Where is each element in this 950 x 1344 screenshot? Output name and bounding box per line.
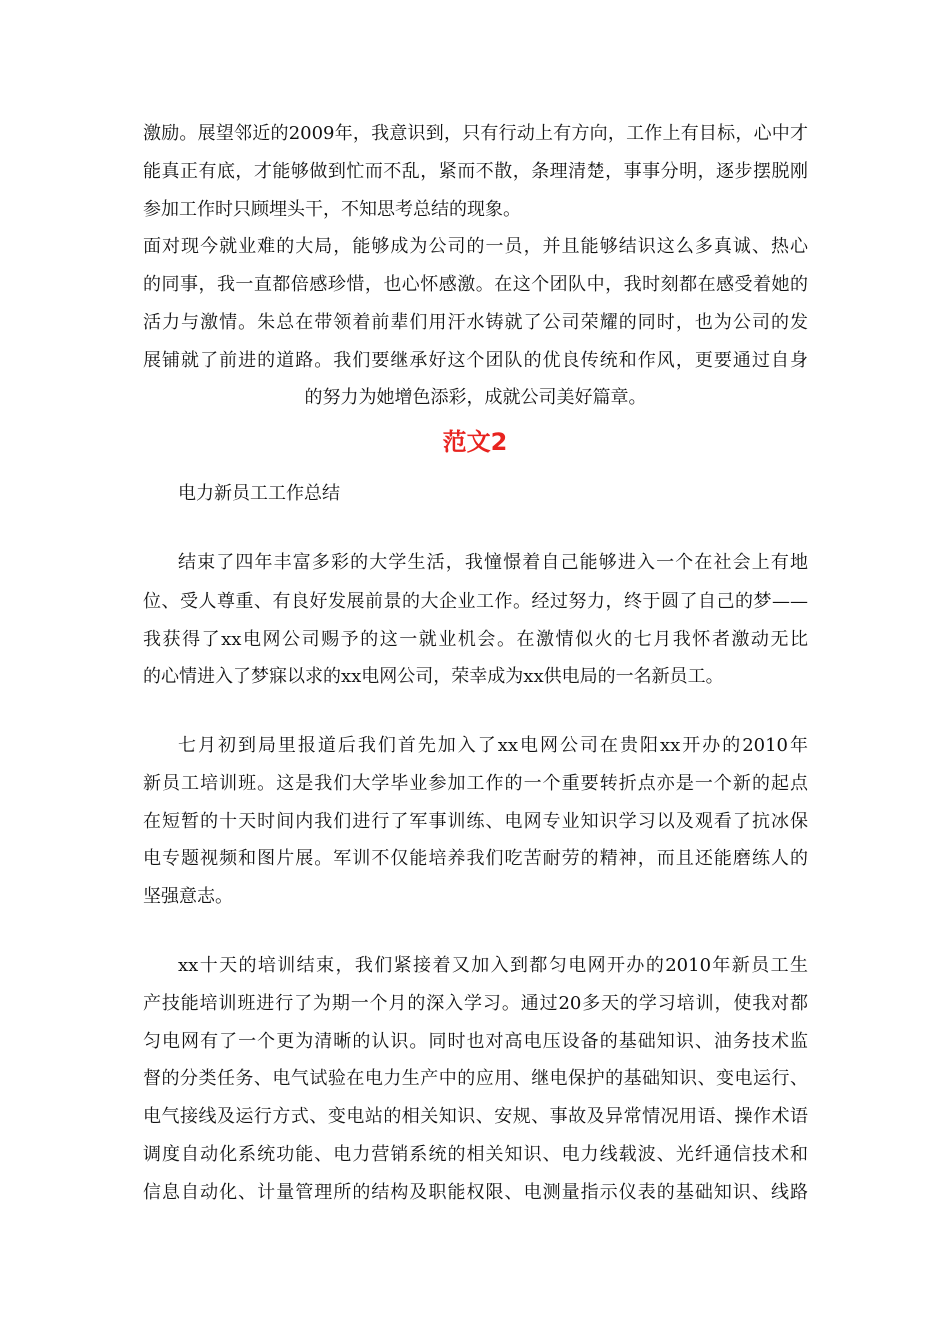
paragraph-line: xx十天的培训结束，我们紧接着又加入到都匀电网开办的2010年新员工生 [178, 955, 808, 976]
intro-line: 展铺就了前进的道路。我们要继承好这个团队的优良传统和作风，更要通过自身 [143, 350, 808, 371]
intro-line: 激励。展望邻近的2009年，我意识到，只有行动上有方向，工作上有目标，心中才 [143, 123, 808, 144]
intro-line: 的同事，我一直都倍感珍惜，也心怀感激。在这个团队中，我时刻都在感受着她的 [143, 274, 808, 295]
paragraph-line: 督的分类任务、电气试验在电力生产中的应用、继电保护的基础知识、变电运行、 [143, 1068, 808, 1089]
paragraph-line: 结束了四年丰富多彩的大学生活，我憧憬着自己能够进入一个在社会上有地 [178, 552, 808, 573]
paragraph-line: 我获得了xx电网公司赐予的这一就业机会。在激情似火的七月我怀者激动无比 [143, 629, 808, 650]
paragraph-line: 电气接线及运行方式、变电站的相关知识、安规、事故及异常情况用语、操作术语 [143, 1106, 808, 1127]
paragraph-line: 新员工培训班。这是我们大学毕业参加工作的一个重要转折点亦是一个新的起点 [143, 773, 808, 794]
section-heading: 范文2 [442, 428, 508, 456]
paragraph-line: 产技能培训班进行了为期一个月的深入学习。通过20多天的学习培训，使我对都 [143, 993, 808, 1014]
paragraph-line: 调度自动化系统功能、电力营销系统的相关知识、电力线载波、光纤通信技术和 [143, 1144, 808, 1165]
paragraph-line: 电专题视频和图片展。军训不仅能培养我们吃苦耐劳的精神，而且还能磨练人的 [143, 848, 808, 869]
intro-line: 的努力为她增色添彩，成就公司美好篇章。 [304, 387, 647, 408]
paragraph-line: 信息自动化、计量管理所的结构及职能权限、电测量指示仪表的基础知识、线路 [143, 1182, 808, 1203]
intro-line: 能真正有底，才能够做到忙而不乱，紧而不散，条理清楚，事事分明，逐步摆脱刚 [143, 161, 808, 182]
paragraph-line: 坚强意志。 [143, 886, 233, 907]
article-subtitle: 电力新员工工作总结 [178, 483, 340, 504]
intro-line: 活力与激情。朱总在带领着前辈们用汗水铸就了公司荣耀的同时，也为公司的发 [143, 312, 808, 333]
intro-line: 参加工作时只顾埋头干，不知思考总结的现象。 [143, 199, 521, 220]
paragraph-line: 在短暂的十天时间内我们进行了军事训练、电网专业知识学习以及观看了抗冰保 [143, 811, 808, 832]
intro-line: 面对现今就业难的大局，能够成为公司的一员，并且能够结识这么多真诚、热心 [143, 236, 808, 257]
paragraph-line: 七月初到局里报道后我们首先加入了xx电网公司在贵阳xx开办的2010年 [178, 735, 808, 756]
paragraph-line: 匀电网有了一个更为清晰的认识。同时也对高电压设备的基础知识、油务技术监 [143, 1031, 808, 1052]
paragraph-line: 位、受人尊重、有良好发展前景的大企业工作。经过努力，终于圆了自己的梦—— [143, 591, 808, 612]
paragraph-line: 的心情进入了梦寐以求的xx电网公司，荣幸成为xx供电局的一名新员工。 [143, 666, 724, 687]
